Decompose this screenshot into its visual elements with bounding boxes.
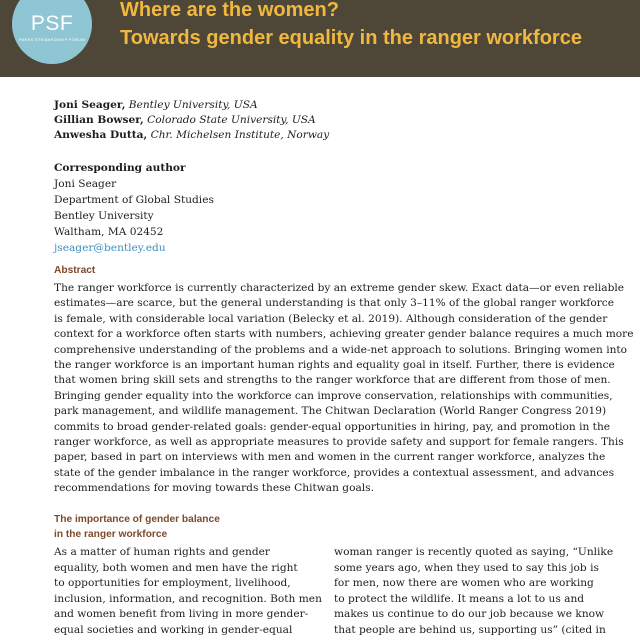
author-1 bbox=[54, 98, 329, 113]
section-heading-line: in the ranger workforce bbox=[54, 529, 168, 540]
abstract-line: that women bring skill sets and strengths to the ranger workforce that are different from those of men. bbox=[54, 374, 611, 387]
body-line: that people are behind us, supporting us” (cited in bbox=[334, 623, 606, 636]
section-heading bbox=[54, 512, 220, 542]
corresponding-line: Department of Global Studies bbox=[54, 194, 214, 206]
author-affiliation: Colorado State University, USA bbox=[147, 114, 316, 126]
author-name: Joni Seager, bbox=[54, 99, 126, 111]
abstract-line: is female, with considerable local variation (Belecky et al. 2019). Although consideration of the gender bbox=[54, 312, 608, 325]
corresponding-line: Bentley University bbox=[54, 210, 154, 222]
abstract-line: commits to broad gender-related goals: gender-equal opportunities in hiring, pay, and promotion in the bbox=[54, 420, 611, 433]
journal-header bbox=[0, 0, 640, 77]
author-3 bbox=[54, 128, 329, 143]
author-name: Anwesha Dutta, bbox=[54, 129, 148, 141]
abstract-line: park management, and wildlife management. The Chitwan Declaration (World Ranger Congress 2019) bbox=[54, 405, 607, 418]
body-column-left bbox=[54, 545, 322, 639]
body-line: some years ago, when they used to say this job is bbox=[334, 561, 599, 574]
body-line: to opportunities for employment, livelihood, bbox=[54, 577, 291, 590]
abstract-line: ranger workforce, as well as appropriate measures to provide safety and support for female rangers. This bbox=[54, 436, 624, 449]
abstract-line: Bringing gender equality into the workforce can improve conservation, relationships with communities, bbox=[54, 389, 613, 402]
author-list bbox=[54, 98, 329, 143]
abstract-line: paper, based in part on interviews with men and women in the current ranger workforce, analyzes the bbox=[54, 451, 606, 464]
abstract-line: the ranger workforce is an important human rights and equality goal in itself. Further, there is evidence bbox=[54, 359, 615, 372]
body-line: equal societies and working in gender-equal bbox=[54, 623, 293, 636]
psf-logo bbox=[12, 0, 92, 64]
abstract-line: The ranger workforce is currently characterized by an extreme gender skew. Exact data—or even reliable bbox=[54, 282, 625, 294]
corresponding-author-title: Corresponding author bbox=[54, 162, 186, 174]
abstract-line: state of the gender imbalance in the ranger workforce, provides a contextual assessment, and advances bbox=[54, 466, 615, 479]
title-line-2: Towards gender equality in the ranger workforce bbox=[120, 27, 582, 49]
abstract-line: comprehensive understanding of the problems and a wide-net approach to solutions. Bringing women into bbox=[54, 343, 628, 356]
abstract-line: context for a workforce often starts with numbers, achieving greater gender balance requires a much more bbox=[54, 328, 634, 341]
author-2 bbox=[54, 113, 329, 128]
body-line: to protect the wildlife. It means a lot to us and bbox=[334, 592, 585, 605]
corresponding-email-link[interactable]: jseager@bentley.edu bbox=[54, 242, 166, 254]
article-title bbox=[120, 0, 582, 52]
body-line: inclusion, information, and recognition. Both men bbox=[54, 592, 322, 605]
logo-text: PSF bbox=[30, 12, 74, 35]
body-line: makes us continue to do our job because we know bbox=[334, 608, 605, 621]
author-name: Gillian Bowser, bbox=[54, 114, 144, 126]
abstract-body bbox=[54, 281, 634, 497]
body-line: woman ranger is recently quoted as saying, “Unlike bbox=[334, 546, 614, 558]
title-line-1: Where are the women? bbox=[120, 0, 339, 21]
abstract-heading: Abstract bbox=[54, 265, 96, 276]
body-line: equality, both women and men have the right bbox=[54, 561, 298, 574]
logo-subtitle: PARKS STEWARDSHIP FORUM bbox=[18, 37, 86, 42]
body-column-right bbox=[334, 545, 613, 639]
author-affiliation: Chr. Michelsen Institute, Norway bbox=[150, 129, 330, 141]
corresponding-author bbox=[54, 160, 214, 256]
author-affiliation: Bentley University, USA bbox=[128, 99, 258, 111]
corresponding-line: Waltham, MA 02452 bbox=[54, 226, 164, 238]
section-heading-line: The importance of gender balance bbox=[54, 514, 220, 525]
corresponding-line: Joni Seager bbox=[54, 178, 117, 190]
body-line: and women benefit from living in more gender- bbox=[54, 608, 309, 621]
body-line: As a matter of human rights and gender bbox=[54, 546, 270, 558]
abstract-line: recommendations for moving towards these Chitwan goals. bbox=[54, 482, 374, 495]
body-line: for men, now there are women who are working bbox=[334, 577, 594, 590]
abstract-line: estimates—are scarce, but the general understanding is that only 3–11% of the global ranger workforce bbox=[54, 297, 614, 310]
